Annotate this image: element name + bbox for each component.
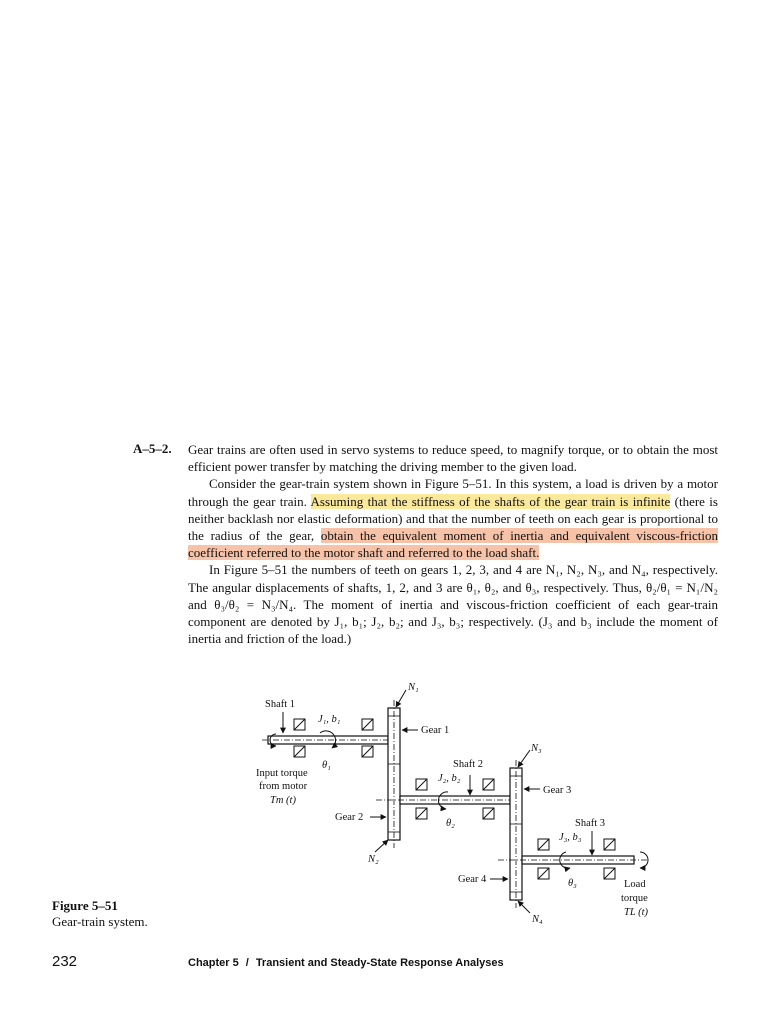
paragraph-2-text-a: Consider the gear-train system shown in Figure 5–51. In this system, a load is driven by a motor through the gear train.: [188, 476, 718, 509]
label-n3: N₃: [531, 743, 542, 754]
paragraph-3: In Figure 5–51 the numbers of teeth on gears 1, 2, 3, and 4 are N₁, N₂, N₃, and N₄, respectively. The angular displacements of shafts, 1, 2, and 3 are θ₁, θ₂, and θ₃, respectively. Thus, θ₂/θ₁ = N₁/N₂ and θ₃/θ₂ = N₃/N₄. The moment of inertia and viscous-friction coefficient of each gear-train component are denoted by J₁, b₁; J₂, b₂; and J₃, b₃; respectively. (J₃ and b₃ include the moment of inertia and friction of the load.): [188, 562, 718, 647]
separator: /: [245, 957, 249, 969]
label-theta1: θ₁: [322, 760, 331, 771]
paragraph-1: Gear trains are often used in servo systems to reduce speed, to magnify torque, or to obtain the most efficient power transfer by matching the driving member to the given load.: [188, 442, 718, 475]
highlight-orange: obtain the equivalent moment of inertia and equivalent viscous-friction coefficient referred to the motor shaft and referred to the load shaft.: [188, 528, 718, 561]
label-gear-3: Gear 3: [543, 785, 572, 796]
label-shaft-2: Shaft 2: [453, 759, 484, 770]
label-from-motor: from motor: [259, 781, 308, 792]
label-load: Load: [624, 879, 646, 890]
paragraph-2-text-b: (there is neither backlash nor elastic deformation) and that the number of teeth on each gear is proportional to the radius of the gear,: [188, 493, 718, 544]
label-j3b3: J₃, b₃: [559, 832, 582, 843]
running-head: [188, 957, 504, 969]
label-tm: Tm (t): [270, 795, 296, 806]
label-theta3: θ₃: [568, 878, 577, 889]
label-shaft-1: Shaft 1: [265, 699, 296, 710]
gear-1: [388, 700, 400, 848]
label-shaft-3: Shaft 3: [575, 818, 606, 829]
label-torque: torque: [621, 893, 648, 904]
label-j2b2: J₂, b₂: [438, 773, 461, 784]
figure-caption: [52, 898, 148, 930]
label-gear-4: Gear 4: [458, 874, 487, 885]
chapter-title: Transient and Steady-State Response Analyses: [255, 957, 504, 969]
highlight-yellow: Assuming that the stiffness of the shafts of the gear train is infinite: [310, 493, 671, 509]
label-gear-2: Gear 2: [335, 812, 364, 823]
shaft-1: [262, 734, 400, 746]
chapter-label: Chapter 5: [188, 957, 239, 969]
page-number: 232: [52, 953, 78, 970]
label-n4: N₄: [532, 914, 543, 925]
label-gear-1: Gear 1: [421, 725, 450, 736]
gear-3: [510, 760, 522, 908]
figure-number: Figure 5–51: [52, 898, 118, 913]
label-tl: TL (t): [624, 907, 649, 918]
figure-caption-text: Gear-train system.: [52, 914, 148, 929]
label-j1b1: J₁, b₁: [318, 714, 341, 725]
problem-label: A–5–2.: [133, 441, 172, 456]
label-input-torque: Input torque: [256, 768, 308, 779]
label-n2: N₂: [368, 854, 379, 865]
label-n1: N₁: [408, 682, 419, 693]
label-theta2: θ₂: [446, 818, 455, 829]
